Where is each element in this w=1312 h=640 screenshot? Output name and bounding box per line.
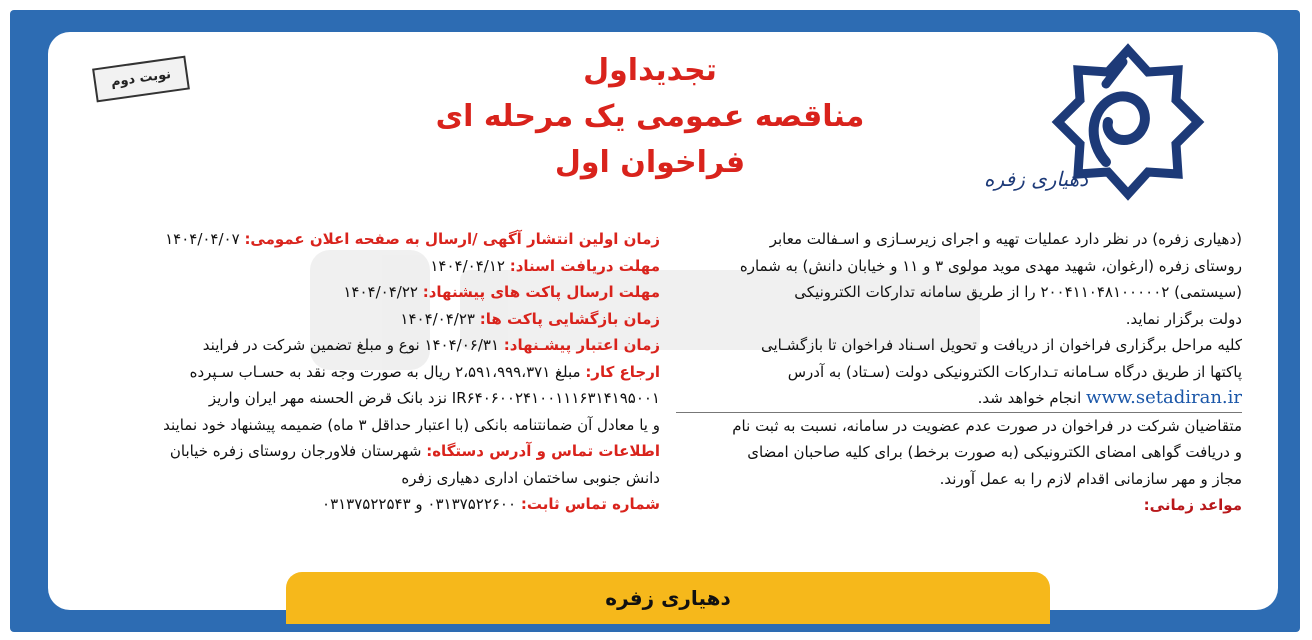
- open-value: ۱۴۰۴/۰۴/۲۳: [400, 309, 475, 328]
- round-stamp: نوبت دوم: [92, 56, 190, 103]
- phone-label: شماره تماس ثابت:: [520, 495, 660, 513]
- publish-value: ۱۴۰۴/۰۴/۰۷: [165, 230, 240, 248]
- schedule-row-publish: [60, 226, 660, 253]
- schedule-heading: مواعد زمانی:: [1143, 496, 1242, 514]
- publish-label: زمان اولین انتشار آگهی /ارسال به صفحه اعلان عمومی:: [244, 230, 660, 248]
- title-line-3: فراخوان اول: [554, 145, 746, 180]
- intro-line-suffix: انجام خواهد شد.: [977, 389, 1082, 407]
- contact-value: شهرستان فلاورجان روستای زفره خیابان: [169, 442, 422, 460]
- intro-line: متقاضیان شرکت در فراخوان در صورت عدم عضویت در سامانه، نسبت به ثبت نام: [732, 416, 1242, 435]
- send-label: مهلت ارسال پاکت های پیشنهاد:: [422, 283, 660, 301]
- setadiran-link[interactable]: www.setadiran.ir: [1086, 387, 1242, 408]
- ref-label: ارجاع کار:: [585, 362, 660, 381]
- contact-label: اطلاعات تماس و آدرس دستگاه:: [426, 442, 660, 460]
- ref-value: مبلغ ۲،۵۹۱،۹۹۹،۳۷۱ ریال به صورت وجه نقد به حسـاب سـپرده: [189, 362, 581, 381]
- intro-url-line: [676, 385, 1242, 413]
- intro-line: مجاز و مهر سازمانی اقدام لازم را به عمل آورند.: [939, 469, 1242, 488]
- footer-org-name: دهیاری زفره: [605, 586, 731, 610]
- validity-label: زمان اعتبار پیشـنهاد:: [503, 336, 660, 354]
- schedule-row-docs: [60, 253, 660, 280]
- guarantee-line: و یا معادل آن ضمانتنامه بانکی (با اعتبار حداقل ۳ ماه) ضمیمه پیشنهاد خود نمایند: [163, 415, 660, 434]
- intro-line: پاکتها از طریق درگاه سـامانه تـدارکات الکترونیکی دولت (سـتاد) به آدرس: [787, 362, 1242, 381]
- intro-column: [676, 226, 1242, 519]
- title-line-2: مناقصه عمومی یک مرحله ای: [435, 99, 865, 134]
- intro-line: (سیستمی) ۲۰۰۴۱۱۰۴۸۱۰۰۰۰۰۲ را از طریق سامانه تدارکات الکترونیکی: [794, 283, 1242, 301]
- docs-value: ۱۴۰۴/۰۴/۱۲: [430, 256, 505, 275]
- send-value: ۱۴۰۴/۰۴/۲۲: [343, 283, 418, 301]
- schedule-row-ref: [60, 359, 660, 386]
- schedule-row-phone: [60, 491, 660, 518]
- dehyari-logo-icon: [984, 44, 1218, 204]
- intro-line: روستای زفره (ارغوان، شهید مهدی موید مولوی ۳ و ۱۱ و خیابان دانش) به شماره: [739, 256, 1242, 275]
- schedule-row-validity: [60, 332, 660, 359]
- schedule-column: [60, 226, 660, 518]
- open-label: زمان بازگشایی پاکت ها:: [479, 309, 660, 328]
- schedule-row-contact: [60, 438, 660, 465]
- logo-text: دهیاری زفره: [984, 167, 1088, 191]
- intro-line: دولت برگزار نماید.: [1125, 309, 1242, 328]
- account-line: IR۶۴۰۶۰۰۲۴۱۰۰۱۱۱۶۳۱۴۱۹۵۰۰۱ نزد بانک قرض الحسنه مهر ایران واریز: [208, 389, 660, 407]
- schedule-row-open: [60, 306, 660, 333]
- ad-title-block: [390, 48, 910, 186]
- phone-value: ۰۳۱۳۷۵۲۲۶۰۰ و ۰۳۱۳۷۵۲۲۵۴۳: [322, 495, 517, 513]
- intro-line: و دریافت گواهی امضای الکترونیکی (به صورت برخط) برای کلیه صاحبان امضای: [747, 443, 1242, 461]
- title-line-1: تجدیداول: [583, 53, 717, 88]
- docs-label: مهلت دریافت اسناد:: [509, 256, 660, 275]
- footer-banner: [286, 572, 1050, 624]
- contact-line-2: دانش جنوبی ساختمان اداری دهیاری زفره: [401, 468, 660, 487]
- validity-value: ۱۴۰۴/۰۶/۳۱ نوع و مبلغ تضمین شرکت در فرایند: [202, 336, 499, 354]
- schedule-row-send: [60, 279, 660, 306]
- intro-line: کلیه مراحل برگزاری فراخوان از دریافت و تحویل اسـناد فراخوان تا بازگشـایی: [760, 336, 1242, 354]
- intro-line: (دهیاری زفره) در نظر دارد عملیات تهیه و اجرای زیرسـازی و اسـفالت معابر: [769, 230, 1242, 248]
